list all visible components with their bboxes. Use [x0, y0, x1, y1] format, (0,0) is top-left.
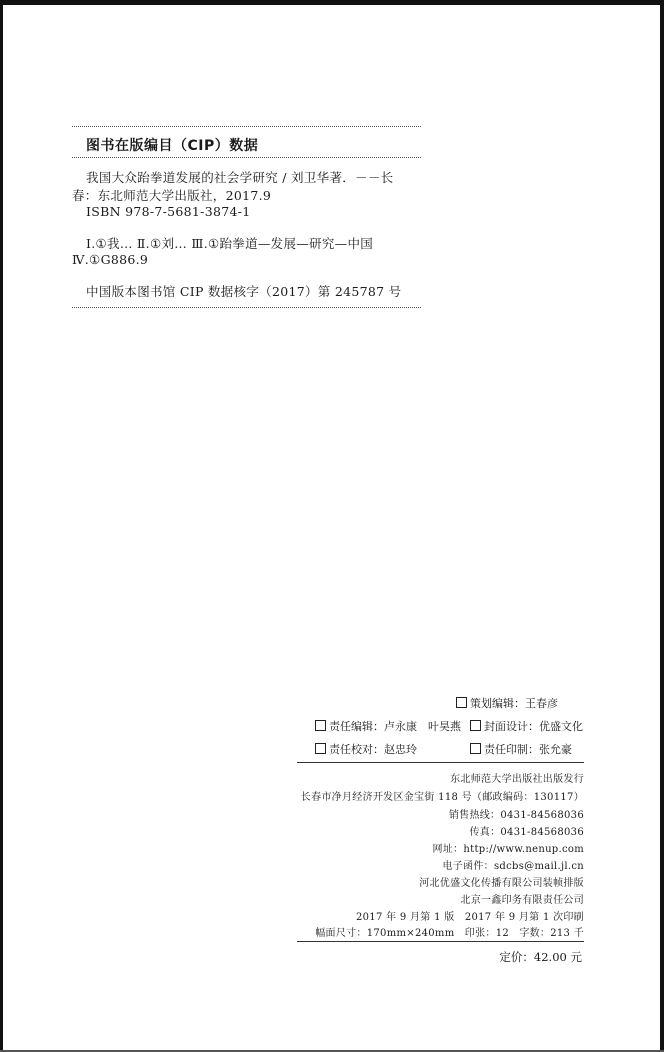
- credit-planning-editor-text: 策划编辑：王春彦: [470, 697, 558, 710]
- credit-proofreader-text: 责任校对：赵忠玲: [329, 743, 417, 756]
- cip-title-divider: [72, 157, 421, 158]
- checkbox-square-icon: [470, 743, 481, 754]
- checkbox-square-icon: [315, 743, 326, 754]
- publisher-bottom-rule: [297, 941, 584, 942]
- publisher-top-rule: [297, 762, 584, 763]
- credit-planning-editor: [456, 695, 558, 711]
- credit-printing: [470, 741, 572, 757]
- cip-title: 图书在版编目（CIP）数据: [86, 138, 259, 154]
- cip-line-class-number: Ⅳ.①G886.9: [72, 252, 149, 267]
- edition-info: 2017 年 9 月第 1 版 2017 年 9 月第 1 次印刷: [355, 912, 584, 923]
- credit-printing-text: 责任印制：张允豪: [484, 743, 572, 756]
- checkbox-square-icon: [315, 720, 326, 731]
- fax: 传真：0431-84568036: [469, 827, 584, 838]
- credit-cover-design-text: 封面设计：优盛文化: [484, 720, 583, 733]
- price: 定价：42.00 元: [499, 950, 582, 964]
- printer: 北京一鑫印务有限责任公司: [460, 895, 584, 906]
- cip-line-isbn: ISBN 978-7-5681-3874-1: [86, 204, 251, 219]
- publisher-address: 长春市净月经济开发区金宝街 118 号（邮政编码：130117）: [300, 792, 584, 803]
- email: 电子函件：sdcbs@mail.jl.cn: [442, 861, 584, 872]
- cip-line-classification: Ⅰ.①我… Ⅱ.①刘… Ⅲ.①跆拳道—发展—研究—中国: [86, 236, 374, 251]
- cip-line-publisher: 春：东北师范大学出版社，2017.9: [72, 188, 272, 203]
- book-specs: 幅面尺寸：170mm×240mm 印张：12 字数：213 千: [315, 928, 584, 939]
- page-right-border: [660, 0, 664, 1052]
- cip-bottom-divider: [72, 307, 421, 308]
- checkbox-square-icon: [470, 720, 481, 731]
- credit-responsible-editor-text: 责任编辑：卢永康 叶昊燕: [329, 720, 461, 733]
- publisher-name: 东北师范大学出版社出版发行: [450, 774, 584, 785]
- website: 网址：http://www.nenup.com: [432, 844, 584, 855]
- cip-line-title: 我国大众跆拳道发展的社会学研究 / 刘卫华著．－－长: [86, 170, 394, 185]
- credit-responsible-editor: [315, 718, 461, 734]
- credit-cover-design: [470, 718, 583, 734]
- cip-top-divider: [72, 126, 421, 127]
- typesetter: 河北优盛文化传播有限公司装帧排版: [419, 878, 584, 889]
- page-top-border: [0, 0, 664, 5]
- page-left-border: [0, 0, 3, 1052]
- cip-line-cip-number: 中国版本图书馆 CIP 数据核字（2017）第 245787 号: [86, 284, 402, 299]
- checkbox-square-icon: [456, 697, 467, 708]
- sales-hotline: 销售热线：0431-84568036: [448, 810, 584, 821]
- credit-proofreader: [315, 741, 417, 757]
